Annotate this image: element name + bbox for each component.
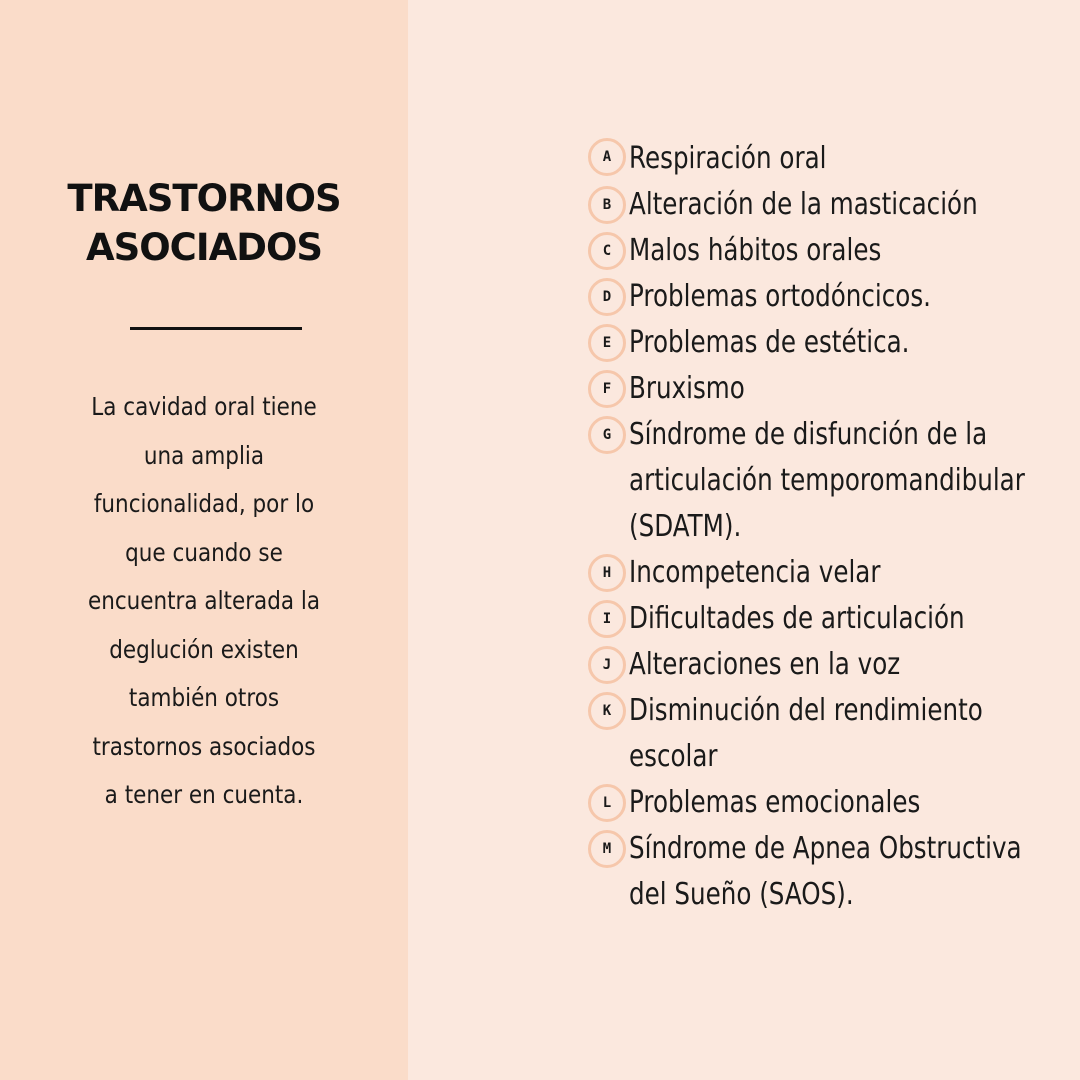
title-line-2: ASOCIADOS [85, 226, 323, 269]
list-item [588, 688, 1068, 780]
list-item-label: Síndrome de Apnea Obstructiva del Sueño (SAOS). [629, 831, 1022, 912]
intro-paragraph: La cavidad oral tiene una amplia funcionalidad, por lo que cuando se encuentra alterada la deglución existen también otros trastornos asociados a tener en cuenta. [87, 392, 321, 809]
list-item [588, 136, 1068, 182]
list-item-label: Problemas ortodóncicos. [629, 279, 931, 314]
list-item-label: Síndrome de disfunción de la articulación temporomandibular (SDATM). [629, 417, 1025, 544]
letter-badge: D [588, 278, 626, 316]
page-title [0, 174, 408, 272]
letter-badge: I [588, 600, 626, 638]
title-divider [130, 327, 302, 330]
list-item [588, 366, 1068, 412]
list-item [588, 182, 1068, 228]
letter-badge: M [588, 830, 626, 868]
disorders-list [588, 136, 1068, 918]
list-item-label: Disminución del rendimiento escolar [629, 693, 983, 774]
letter-badge: K [588, 692, 626, 730]
list-item [588, 550, 1068, 596]
letter-badge: G [588, 416, 626, 454]
list-item [588, 228, 1068, 274]
list-item [588, 642, 1068, 688]
list-item [588, 274, 1068, 320]
list-item [588, 596, 1068, 642]
letter-badge: A [588, 138, 626, 176]
list-item-label: Malos hábitos orales [629, 233, 882, 268]
list-item-label: Problemas emocionales [629, 785, 921, 820]
letter-badge: B [588, 186, 626, 224]
list-item-label: Dificultades de articulación [629, 601, 965, 636]
list-item-label: Alteraciones en la voz [629, 647, 901, 682]
letter-badge: C [588, 232, 626, 270]
list-item-label: Incompetencia velar [629, 555, 881, 590]
list-item-label: Problemas de estética. [629, 325, 910, 360]
letter-badge: L [588, 784, 626, 822]
letter-badge: E [588, 324, 626, 362]
list-item [588, 320, 1068, 366]
list-item-label: Alteración de la masticación [629, 187, 978, 222]
letter-badge: H [588, 554, 626, 592]
list-item-label: Bruxismo [629, 371, 745, 406]
list-item [588, 412, 1068, 550]
list-item-label: Respiración oral [629, 141, 827, 176]
letter-badge: F [588, 370, 626, 408]
title-line-1: TRASTORNOS [67, 177, 341, 220]
list-item [588, 780, 1068, 826]
letter-badge: J [588, 646, 626, 684]
list-item [588, 826, 1068, 918]
